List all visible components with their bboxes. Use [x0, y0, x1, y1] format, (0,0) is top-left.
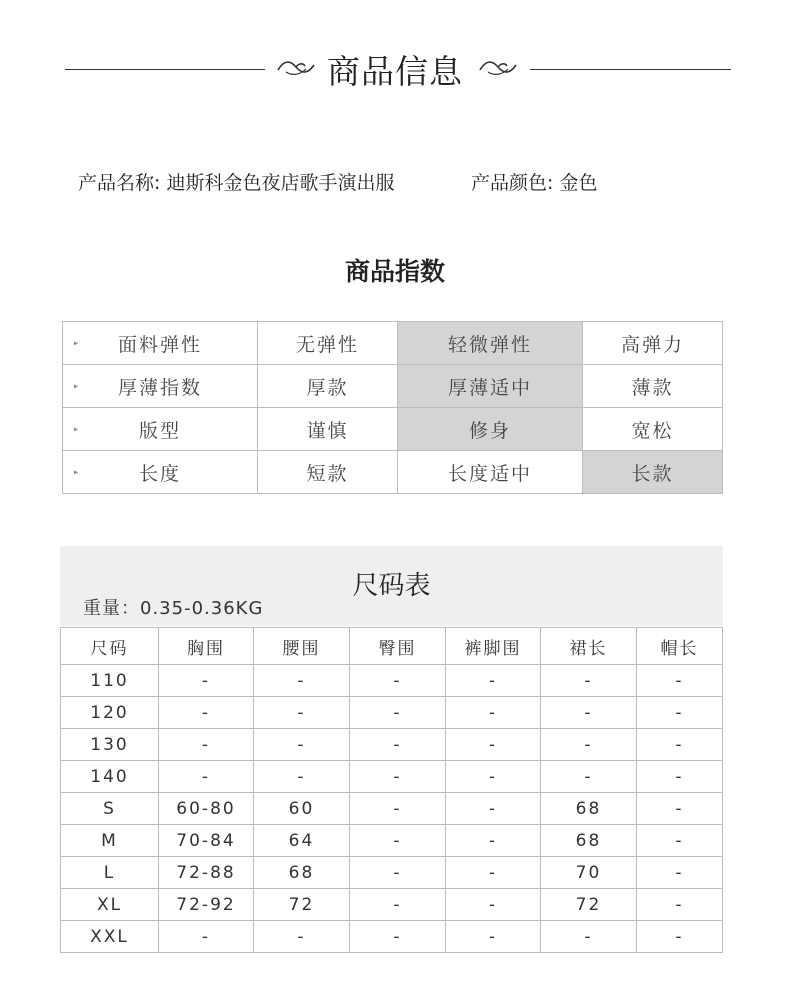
index-option: 厚款 — [258, 365, 398, 408]
product-color-value: 金色 — [559, 172, 598, 194]
index-option: 厚薄适中 — [398, 365, 583, 408]
size-cell: 68 — [541, 825, 637, 857]
size-column-header: 臀围 — [350, 628, 446, 665]
section-header — [0, 40, 790, 100]
index-label-text: 长度 — [138, 462, 181, 485]
index-option: 高弹力 — [583, 322, 723, 365]
size-column-header: 胸围 — [159, 628, 254, 665]
size-cell: - — [446, 857, 541, 889]
table-row — [61, 793, 723, 825]
size-cell: - — [254, 729, 350, 761]
index-label-text: 版型 — [138, 419, 181, 442]
size-cell: 140 — [61, 761, 159, 793]
index-label-text: 厚薄指数 — [117, 376, 202, 399]
index-option: 谨慎 — [258, 408, 398, 451]
index-row — [63, 365, 723, 408]
size-cell: - — [350, 729, 446, 761]
index-option: 薄款 — [583, 365, 723, 408]
size-cell: - — [159, 697, 254, 729]
size-column-header: 帽长 — [637, 628, 723, 665]
size-cell: - — [350, 857, 446, 889]
size-cell: - — [350, 921, 446, 953]
index-row — [63, 408, 723, 451]
index-section-title: 商品指数 — [344, 257, 445, 286]
triangle-bullet-icon: ▸ — [74, 381, 79, 391]
size-cell: - — [541, 921, 637, 953]
size-cell: - — [254, 665, 350, 697]
size-cell: - — [637, 697, 723, 729]
size-chart-table — [60, 627, 723, 953]
size-cell: 70 — [541, 857, 637, 889]
size-cell: - — [637, 761, 723, 793]
product-name-label: 产品名称: — [78, 172, 161, 194]
size-cell: - — [541, 665, 637, 697]
size-header-row — [61, 628, 723, 665]
size-cell: 60 — [254, 793, 350, 825]
size-cell: - — [350, 697, 446, 729]
size-cell: 72 — [541, 889, 637, 921]
size-cell: - — [541, 697, 637, 729]
size-cell: 130 — [61, 729, 159, 761]
index-row-label — [63, 365, 258, 408]
size-cell: - — [159, 729, 254, 761]
size-cell: - — [637, 825, 723, 857]
size-chart-title: 尺码表 — [352, 571, 431, 601]
size-cell: - — [350, 889, 446, 921]
table-row — [61, 857, 723, 889]
index-option: 长款 — [583, 451, 723, 494]
index-option: 短款 — [258, 451, 398, 494]
size-cell: - — [446, 665, 541, 697]
size-column-header: 尺码 — [61, 628, 159, 665]
index-label-text: 面料弹性 — [117, 333, 202, 356]
size-cell: - — [446, 825, 541, 857]
index-row-label — [63, 408, 258, 451]
weight-label: 重量：0.35-0.36KG — [83, 598, 264, 619]
page-title: 商品信息 — [327, 52, 463, 91]
triangle-bullet-icon: ▸ — [74, 338, 79, 348]
size-column-header: 裙长 — [541, 628, 637, 665]
index-option: 修身 — [398, 408, 583, 451]
index-option: 长度适中 — [398, 451, 583, 494]
size-cell: - — [350, 761, 446, 793]
size-cell: 68 — [541, 793, 637, 825]
table-row — [61, 729, 723, 761]
size-chart-header — [60, 546, 723, 626]
size-cell: - — [446, 697, 541, 729]
size-cell: M — [61, 825, 159, 857]
table-row — [61, 697, 723, 729]
size-cell: 64 — [254, 825, 350, 857]
size-column-header: 腰围 — [254, 628, 350, 665]
product-color — [471, 168, 597, 195]
size-cell: 72-88 — [159, 857, 254, 889]
size-cell: - — [541, 729, 637, 761]
size-cell: - — [159, 921, 254, 953]
table-row — [61, 825, 723, 857]
size-cell: - — [446, 889, 541, 921]
index-row-label — [63, 322, 258, 365]
size-cell: S — [61, 793, 159, 825]
swirl-ornament-icon — [478, 56, 524, 78]
size-cell: - — [350, 665, 446, 697]
table-row — [61, 665, 723, 697]
product-color-label: 产品颜色: — [471, 172, 554, 194]
index-row — [63, 451, 723, 494]
size-cell: - — [159, 761, 254, 793]
index-option: 宽松 — [583, 408, 723, 451]
size-cell: - — [254, 921, 350, 953]
size-cell: - — [254, 697, 350, 729]
size-column-header: 裤脚围 — [446, 628, 541, 665]
size-cell: - — [446, 921, 541, 953]
size-cell: - — [446, 761, 541, 793]
product-name-value: 迪斯科金色夜店歌手演出服 — [166, 172, 395, 194]
header-divider-right — [530, 69, 731, 70]
size-cell: - — [637, 921, 723, 953]
size-cell: XXL — [61, 921, 159, 953]
size-cell: 68 — [254, 857, 350, 889]
triangle-bullet-icon: ▸ — [74, 424, 79, 434]
index-row — [63, 322, 723, 365]
triangle-bullet-icon: ▸ — [74, 467, 79, 477]
size-cell: - — [637, 857, 723, 889]
table-row — [61, 761, 723, 793]
product-index-table — [62, 321, 723, 494]
table-row — [61, 889, 723, 921]
size-cell: - — [637, 665, 723, 697]
size-cell: - — [637, 889, 723, 921]
size-cell: 72 — [254, 889, 350, 921]
size-cell: XL — [61, 889, 159, 921]
size-cell: 110 — [61, 665, 159, 697]
size-cell: - — [350, 793, 446, 825]
index-row-label — [63, 451, 258, 494]
index-option: 轻微弹性 — [398, 322, 583, 365]
size-cell: 120 — [61, 697, 159, 729]
size-cell: - — [637, 793, 723, 825]
size-cell: 60-80 — [159, 793, 254, 825]
table-row — [61, 921, 723, 953]
index-option: 无弹性 — [258, 322, 398, 365]
size-cell: 72-92 — [159, 889, 254, 921]
size-cell: - — [446, 793, 541, 825]
size-cell: 70-84 — [159, 825, 254, 857]
size-cell: - — [541, 761, 637, 793]
size-cell: L — [61, 857, 159, 889]
size-cell: - — [254, 761, 350, 793]
size-cell: - — [446, 729, 541, 761]
size-cell: - — [637, 729, 723, 761]
product-name — [78, 168, 394, 195]
size-cell: - — [159, 665, 254, 697]
size-cell: - — [350, 825, 446, 857]
